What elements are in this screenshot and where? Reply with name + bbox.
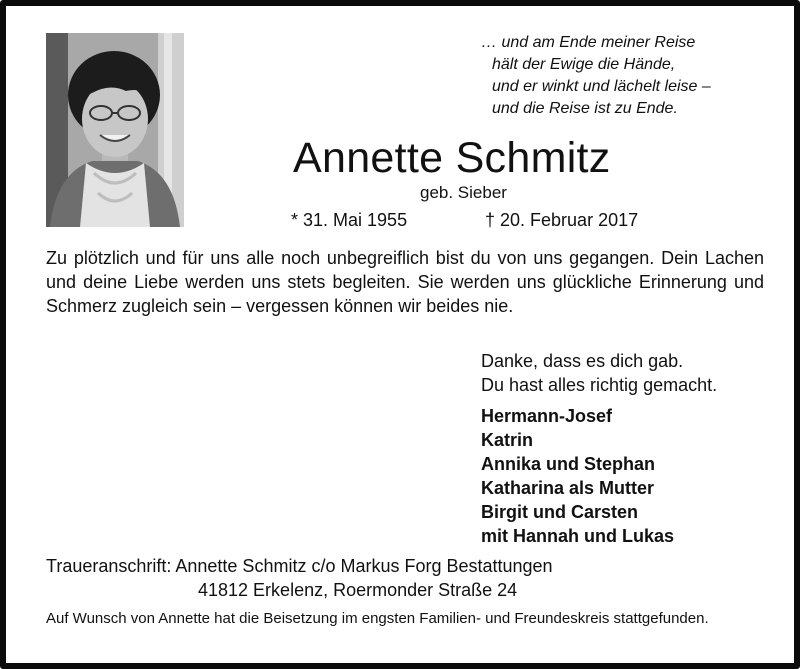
birth-date: * 31. Mai 1955 <box>291 210 408 230</box>
thanks-line: Du hast alles richtig gemacht. <box>481 375 718 395</box>
thanks-line: Danke, dass es dich gab. <box>481 351 684 371</box>
mourner-name: Annika und Stephan <box>481 454 656 474</box>
mourner-name: Katharina als Mutter <box>481 478 655 498</box>
poem-line: und er winkt und lächelt leise – <box>492 78 711 95</box>
mourner-name: mit Hannah und Lukas <box>481 526 675 546</box>
poem-line: hält der Ewige die Hände, <box>492 56 676 73</box>
portrait-photo-icon <box>46 33 184 227</box>
mourner-name: Katrin <box>481 430 534 450</box>
portrait-photo <box>46 33 184 227</box>
life-dates <box>291 208 639 232</box>
poem-line: und die Reise ist zu Ende. <box>492 100 678 117</box>
mourning-address <box>46 554 553 602</box>
address-line: 41812 Erkelenz, Roermonder Straße 24 <box>198 580 518 600</box>
death-date: † 20. Februar 2017 <box>485 210 639 230</box>
mourners-list <box>481 404 674 548</box>
thanks-text <box>481 349 717 397</box>
mourner-name: Birgit und Carsten <box>481 502 639 522</box>
maiden-name: geb. Sieber <box>420 183 507 202</box>
deceased-name: Annette Schmitz <box>293 134 611 182</box>
poem-line: … und am Ende meiner Reise <box>481 34 696 51</box>
burial-note: Auf Wunsch von Annette hat die Beisetzung im engsten Familien- und Freundeskreis stattgefunden. <box>46 610 709 627</box>
poem-quote <box>481 32 711 120</box>
address-line: Traueranschrift: Annette Schmitz c/o Markus Forg Bestattungen <box>46 556 553 576</box>
mourner-name: Hermann-Josef <box>481 406 613 426</box>
farewell-text: Zu plötzlich und für uns alle noch unbegreiflich bist du von uns gegangen. Dein Lachen und deine Liebe werden uns stets begleiten. Sie werden uns glückliche Erinnerung und Schmerz zugleich sein – vergessen können wir beides nie. <box>46 248 764 316</box>
